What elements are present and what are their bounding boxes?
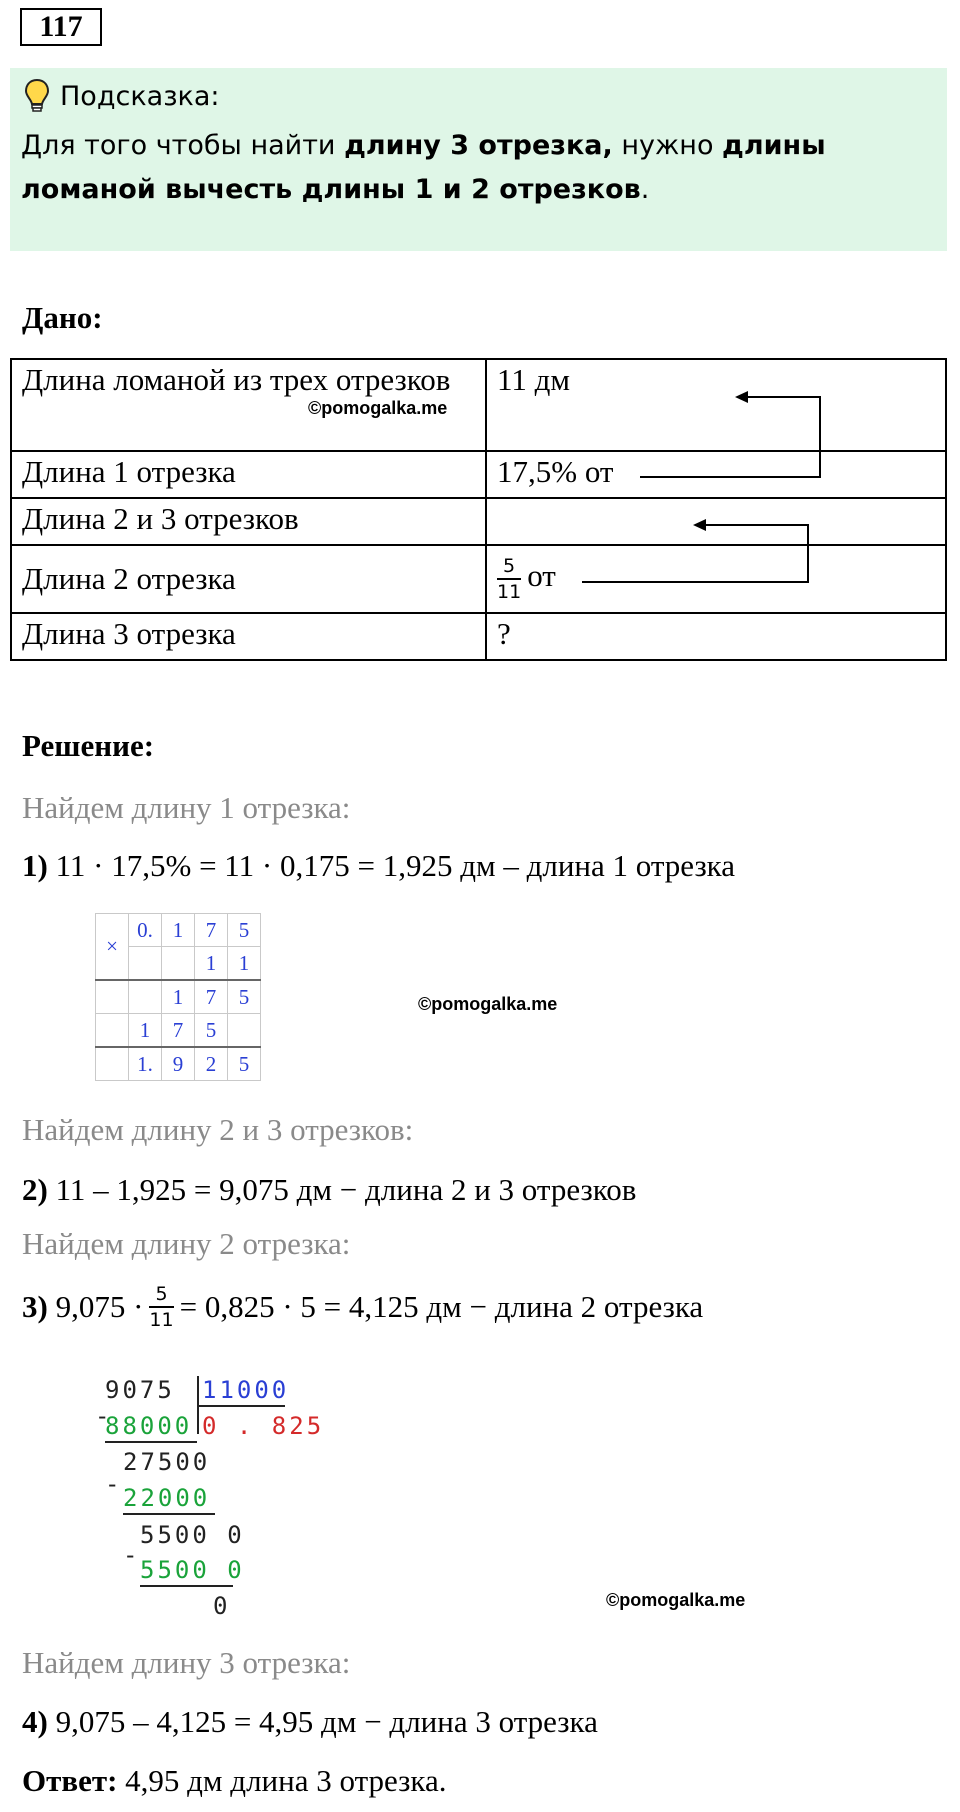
arrowhead-2	[693, 519, 706, 531]
digit-cell: 7	[195, 980, 228, 1014]
given-label-cell: Длина 2 отрезка	[11, 545, 486, 613]
given-value-cell: ?	[486, 613, 946, 660]
step1-equation: 1) 11 · 17,5% = 11 · 0,175 = 1,925 дм – длина 1 отрезка	[22, 848, 736, 883]
watermark: ©pomogalka.me	[418, 994, 558, 1014]
digit-cell: 2	[195, 1047, 228, 1081]
step2-caption: Найдем длину 2 и 3 отрезков:	[22, 1112, 414, 1147]
remainder-3: 0	[213, 1592, 231, 1620]
digit-cell: 1	[162, 980, 195, 1014]
arrows-overlay	[0, 0, 960, 700]
long-division	[95, 1370, 325, 1620]
given-label-cell: Длина 2 и 3 отрезков	[11, 498, 486, 545]
subtrahend-3: 5500 0	[140, 1556, 245, 1584]
digit-cell: 5	[228, 914, 261, 947]
task-number: 117	[20, 8, 102, 46]
arrow-1	[640, 397, 820, 477]
digit-cell: 1	[129, 1014, 162, 1048]
given-heading: Дано:	[22, 300, 103, 335]
digit-cell	[129, 980, 162, 1014]
minus-sign: -	[95, 1402, 113, 1430]
digit-cell: 7	[195, 914, 228, 947]
arrowhead-1	[735, 391, 748, 403]
watermark: ©pomogalka.me	[308, 398, 448, 418]
subtrahend-1: 88000	[105, 1412, 193, 1440]
digit-cell: 1	[228, 947, 261, 981]
step4-caption: Найдем длину 3 отрезка:	[22, 1645, 351, 1680]
arrow-2	[582, 525, 808, 582]
times-sign: ×	[96, 914, 129, 981]
digit-cell: 5	[228, 980, 261, 1014]
step2-equation: 2) 11 – 1,925 = 9,075 дм − длина 2 и 3 отрезков	[22, 1172, 637, 1207]
given-value-cell: $\frac{5}{11}$ от	[486, 545, 946, 613]
step3-caption: Найдем длину 2 отрезка:	[22, 1226, 351, 1261]
dividend: 9075	[105, 1376, 175, 1404]
minus-sign: -	[105, 1470, 123, 1498]
step4-equation: 4) 9,075 – 4,125 = 4,95 дм − длина 3 отрезка	[22, 1704, 598, 1739]
digit-cell: 7	[162, 1014, 195, 1048]
quotient: 0 . 825	[202, 1412, 325, 1440]
given-label-cell: Длина 1 отрезка	[11, 451, 486, 498]
digit-cell: 5	[195, 1014, 228, 1048]
digit-cell: 1	[195, 947, 228, 981]
step3-equation: 3) 9,075 · $\frac{5}{11}$ = 0,825 · 5 = 4,125 дм − длина 2 отрезка	[22, 1283, 704, 1331]
remainder-2: 5500 0	[140, 1521, 245, 1549]
fraction: $\frac{5}{11}$	[497, 555, 522, 603]
hint-title-text: Подсказка:	[60, 80, 220, 112]
watermark: ©pomogalka.me	[606, 1590, 746, 1610]
solution-heading: Решение:	[22, 728, 155, 763]
digit-cell: 5	[228, 1047, 261, 1081]
digit-cell	[162, 947, 195, 981]
hint-text: Для того чтобы найти длину 3 отрезка, нужно длины ломаной вычесть длины 1 и 2 отрезков.	[21, 130, 826, 205]
subtrahend-2: 22000	[123, 1484, 211, 1512]
digit-cell	[228, 1014, 261, 1048]
given-label-cell: Длина ломаной из трех отрезков	[11, 359, 486, 451]
step1-caption: Найдем длину 1 отрезка:	[22, 790, 351, 825]
minus-sign: -	[123, 1541, 141, 1569]
digit-cell: 1.	[129, 1047, 162, 1081]
divisor: 11000	[202, 1376, 290, 1404]
fraction: $\frac{5}{11}$	[149, 1283, 174, 1331]
given-value-cell: 17,5% от	[486, 451, 946, 498]
answer: Ответ: 4,95 дм длина 3 отрезка.	[22, 1763, 447, 1798]
given-value-cell: 11 дм	[486, 359, 946, 451]
digit-cell: 9	[162, 1047, 195, 1081]
multiplication-grid	[95, 913, 261, 1081]
digit-cell: 0.	[129, 914, 162, 947]
remainder-1: 27500	[123, 1448, 211, 1476]
digit-cell: 1	[162, 914, 195, 947]
given-label-cell: Длина 3 отрезка	[11, 613, 486, 660]
digit-cell	[129, 947, 162, 981]
